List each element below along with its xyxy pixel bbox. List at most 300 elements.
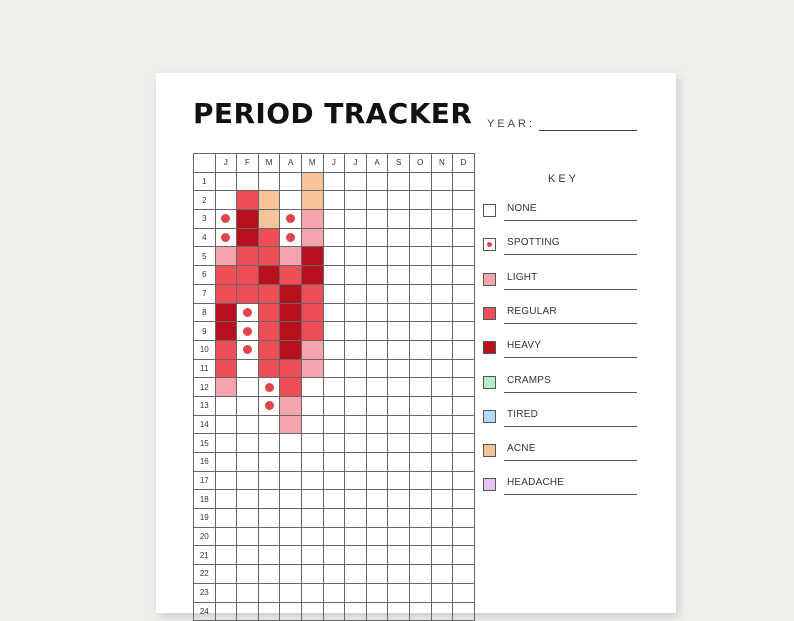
day-cell[interactable] bbox=[345, 453, 367, 472]
day-cell[interactable] bbox=[215, 210, 237, 229]
day-cell[interactable] bbox=[258, 471, 280, 490]
day-cell[interactable] bbox=[301, 471, 323, 490]
day-cell[interactable] bbox=[215, 565, 237, 584]
day-cell[interactable] bbox=[409, 415, 431, 434]
day-cell[interactable] bbox=[366, 509, 388, 528]
day-cell[interactable] bbox=[323, 322, 345, 341]
day-cell[interactable] bbox=[431, 266, 453, 285]
day-cell[interactable] bbox=[323, 247, 345, 266]
day-cell[interactable] bbox=[409, 322, 431, 341]
day-cell[interactable] bbox=[431, 303, 453, 322]
day-cell[interactable] bbox=[280, 172, 302, 191]
day-cell[interactable] bbox=[388, 359, 410, 378]
day-cell[interactable] bbox=[280, 490, 302, 509]
day-cell[interactable] bbox=[345, 415, 367, 434]
day-cell[interactable] bbox=[258, 453, 280, 472]
day-cell[interactable] bbox=[388, 247, 410, 266]
day-cell[interactable] bbox=[453, 527, 475, 546]
day-cell[interactable] bbox=[409, 565, 431, 584]
day-cell[interactable] bbox=[409, 490, 431, 509]
day-cell[interactable] bbox=[345, 210, 367, 229]
day-cell[interactable] bbox=[388, 602, 410, 621]
day-cell[interactable] bbox=[215, 527, 237, 546]
day-cell[interactable] bbox=[215, 340, 237, 359]
day-cell[interactable] bbox=[258, 527, 280, 546]
day-cell[interactable] bbox=[409, 527, 431, 546]
day-cell[interactable] bbox=[215, 172, 237, 191]
day-cell[interactable] bbox=[237, 322, 259, 341]
day-cell[interactable] bbox=[366, 602, 388, 621]
day-cell[interactable] bbox=[431, 322, 453, 341]
key-item-spotting bbox=[483, 237, 637, 263]
day-cell[interactable] bbox=[453, 191, 475, 210]
day-cell[interactable] bbox=[453, 303, 475, 322]
day-cell[interactable] bbox=[366, 359, 388, 378]
day-cell[interactable] bbox=[409, 396, 431, 415]
day-cell[interactable] bbox=[301, 284, 323, 303]
day-cell[interactable] bbox=[366, 247, 388, 266]
day-cell[interactable] bbox=[388, 228, 410, 247]
day-cell[interactable] bbox=[366, 583, 388, 602]
day-cell[interactable] bbox=[366, 415, 388, 434]
day-cell[interactable] bbox=[345, 602, 367, 621]
day-cell[interactable] bbox=[453, 453, 475, 472]
day-cell[interactable] bbox=[237, 378, 259, 397]
day-cell[interactable] bbox=[323, 527, 345, 546]
day-cell[interactable] bbox=[345, 284, 367, 303]
day-cell[interactable] bbox=[388, 434, 410, 453]
day-cell[interactable] bbox=[323, 509, 345, 528]
day-cell[interactable] bbox=[431, 602, 453, 621]
day-cell[interactable] bbox=[237, 583, 259, 602]
day-cell[interactable] bbox=[345, 322, 367, 341]
day-cell[interactable] bbox=[453, 228, 475, 247]
day-row bbox=[194, 284, 475, 303]
day-cell[interactable] bbox=[345, 266, 367, 285]
day-cell[interactable] bbox=[215, 415, 237, 434]
day-cell[interactable] bbox=[409, 340, 431, 359]
day-cell[interactable] bbox=[258, 546, 280, 565]
day-cell[interactable] bbox=[453, 340, 475, 359]
day-cell[interactable] bbox=[323, 602, 345, 621]
day-cell[interactable] bbox=[453, 378, 475, 397]
day-cell[interactable] bbox=[388, 378, 410, 397]
day-cell[interactable] bbox=[258, 378, 280, 397]
day-cell[interactable] bbox=[366, 434, 388, 453]
day-cell[interactable] bbox=[388, 490, 410, 509]
day-cell[interactable] bbox=[301, 509, 323, 528]
day-cell[interactable] bbox=[366, 490, 388, 509]
day-cell[interactable] bbox=[280, 602, 302, 621]
spotting-dot-icon bbox=[221, 233, 230, 242]
day-cell[interactable] bbox=[301, 210, 323, 229]
day-cell[interactable] bbox=[323, 172, 345, 191]
day-cell[interactable] bbox=[345, 546, 367, 565]
day-cell[interactable] bbox=[366, 284, 388, 303]
day-cell[interactable] bbox=[237, 284, 259, 303]
day-cell[interactable] bbox=[237, 172, 259, 191]
day-cell[interactable] bbox=[258, 340, 280, 359]
day-cell[interactable] bbox=[345, 471, 367, 490]
year-input-line[interactable] bbox=[539, 130, 637, 131]
day-cell[interactable] bbox=[345, 490, 367, 509]
day-cell[interactable] bbox=[215, 228, 237, 247]
day-cell[interactable] bbox=[215, 453, 237, 472]
day-cell[interactable] bbox=[280, 453, 302, 472]
day-cell[interactable] bbox=[258, 210, 280, 229]
day-cell[interactable] bbox=[237, 210, 259, 229]
day-cell[interactable] bbox=[388, 471, 410, 490]
day-cell[interactable] bbox=[366, 340, 388, 359]
day-cell[interactable] bbox=[388, 172, 410, 191]
day-cell[interactable] bbox=[453, 210, 475, 229]
day-cell[interactable] bbox=[345, 359, 367, 378]
day-cell[interactable] bbox=[388, 191, 410, 210]
day-cell[interactable] bbox=[237, 247, 259, 266]
day-cell[interactable] bbox=[431, 172, 453, 191]
day-cell[interactable] bbox=[215, 583, 237, 602]
day-cell[interactable] bbox=[323, 266, 345, 285]
day-cell[interactable] bbox=[215, 471, 237, 490]
day-cell[interactable] bbox=[258, 322, 280, 341]
day-cell[interactable] bbox=[409, 359, 431, 378]
day-cell[interactable] bbox=[323, 340, 345, 359]
day-cell[interactable] bbox=[237, 565, 259, 584]
day-cell[interactable] bbox=[237, 191, 259, 210]
day-cell[interactable] bbox=[431, 340, 453, 359]
day-cell[interactable] bbox=[301, 583, 323, 602]
day-cell[interactable] bbox=[388, 340, 410, 359]
day-cell[interactable] bbox=[345, 191, 367, 210]
day-cell[interactable] bbox=[431, 471, 453, 490]
day-cell[interactable] bbox=[431, 583, 453, 602]
day-cell[interactable] bbox=[453, 602, 475, 621]
day-cell[interactable] bbox=[323, 471, 345, 490]
day-cell[interactable] bbox=[431, 453, 453, 472]
day-cell[interactable] bbox=[301, 378, 323, 397]
day-cell[interactable] bbox=[280, 340, 302, 359]
day-cell[interactable] bbox=[280, 228, 302, 247]
day-cell[interactable] bbox=[409, 434, 431, 453]
day-cell[interactable] bbox=[409, 453, 431, 472]
day-cell[interactable] bbox=[215, 191, 237, 210]
day-cell[interactable] bbox=[301, 565, 323, 584]
day-cell[interactable] bbox=[388, 266, 410, 285]
day-cell[interactable] bbox=[409, 303, 431, 322]
day-cell[interactable] bbox=[345, 434, 367, 453]
day-cell[interactable] bbox=[431, 565, 453, 584]
day-cell[interactable] bbox=[388, 509, 410, 528]
day-cell[interactable] bbox=[301, 322, 323, 341]
day-cell[interactable] bbox=[323, 434, 345, 453]
day-cell[interactable] bbox=[258, 415, 280, 434]
day-cell[interactable] bbox=[345, 565, 367, 584]
day-cell[interactable] bbox=[453, 247, 475, 266]
day-cell[interactable] bbox=[237, 453, 259, 472]
day-cell[interactable] bbox=[258, 583, 280, 602]
day-cell[interactable] bbox=[388, 527, 410, 546]
day-cell[interactable] bbox=[431, 396, 453, 415]
day-cell[interactable] bbox=[345, 509, 367, 528]
day-cell[interactable] bbox=[409, 210, 431, 229]
day-cell[interactable] bbox=[301, 602, 323, 621]
day-cell[interactable] bbox=[280, 359, 302, 378]
day-cell[interactable] bbox=[323, 396, 345, 415]
day-cell[interactable] bbox=[453, 509, 475, 528]
month-header: N bbox=[431, 154, 453, 173]
day-cell[interactable] bbox=[258, 284, 280, 303]
day-cell[interactable] bbox=[258, 434, 280, 453]
day-cell[interactable] bbox=[366, 527, 388, 546]
day-cell[interactable] bbox=[301, 303, 323, 322]
day-cell[interactable] bbox=[453, 359, 475, 378]
day-cell[interactable] bbox=[215, 322, 237, 341]
day-cell[interactable] bbox=[366, 396, 388, 415]
day-cell[interactable] bbox=[409, 284, 431, 303]
day-label: 1 bbox=[194, 172, 216, 191]
day-cell[interactable] bbox=[345, 228, 367, 247]
day-cell[interactable] bbox=[258, 247, 280, 266]
day-cell[interactable] bbox=[453, 415, 475, 434]
day-cell[interactable] bbox=[301, 247, 323, 266]
day-cell[interactable] bbox=[323, 546, 345, 565]
day-cell[interactable] bbox=[431, 228, 453, 247]
day-cell[interactable] bbox=[215, 602, 237, 621]
day-cell[interactable] bbox=[409, 546, 431, 565]
day-cell[interactable] bbox=[301, 453, 323, 472]
day-cell[interactable] bbox=[366, 322, 388, 341]
day-cell[interactable] bbox=[366, 378, 388, 397]
day-cell[interactable] bbox=[388, 453, 410, 472]
day-cell[interactable] bbox=[409, 583, 431, 602]
day-cell[interactable] bbox=[388, 284, 410, 303]
day-cell[interactable] bbox=[323, 210, 345, 229]
day-cell[interactable] bbox=[345, 340, 367, 359]
day-cell[interactable] bbox=[237, 527, 259, 546]
day-row bbox=[194, 303, 475, 322]
day-cell[interactable] bbox=[323, 490, 345, 509]
day-cell[interactable] bbox=[345, 172, 367, 191]
day-cell[interactable] bbox=[237, 415, 259, 434]
day-cell[interactable] bbox=[366, 471, 388, 490]
day-cell[interactable] bbox=[301, 266, 323, 285]
day-cell[interactable] bbox=[431, 527, 453, 546]
day-cell[interactable] bbox=[237, 266, 259, 285]
day-cell[interactable] bbox=[237, 228, 259, 247]
day-cell[interactable] bbox=[258, 565, 280, 584]
day-cell[interactable] bbox=[323, 303, 345, 322]
day-cell[interactable] bbox=[215, 490, 237, 509]
day-cell[interactable] bbox=[409, 191, 431, 210]
day-cell[interactable] bbox=[453, 565, 475, 584]
day-cell[interactable] bbox=[301, 546, 323, 565]
day-cell[interactable] bbox=[388, 396, 410, 415]
day-cell[interactable] bbox=[409, 471, 431, 490]
day-cell[interactable] bbox=[237, 602, 259, 621]
day-cell[interactable] bbox=[453, 583, 475, 602]
day-cell[interactable] bbox=[258, 228, 280, 247]
day-cell[interactable] bbox=[431, 359, 453, 378]
day-cell[interactable] bbox=[366, 546, 388, 565]
day-cell[interactable] bbox=[258, 396, 280, 415]
day-cell[interactable] bbox=[366, 303, 388, 322]
day-cell[interactable] bbox=[366, 210, 388, 229]
day-cell[interactable] bbox=[280, 434, 302, 453]
day-cell[interactable] bbox=[388, 210, 410, 229]
day-cell[interactable] bbox=[345, 247, 367, 266]
day-cell[interactable] bbox=[409, 378, 431, 397]
day-cell[interactable] bbox=[301, 191, 323, 210]
day-cell[interactable] bbox=[388, 415, 410, 434]
day-cell[interactable] bbox=[301, 527, 323, 546]
day-cell[interactable] bbox=[431, 434, 453, 453]
day-cell[interactable] bbox=[345, 303, 367, 322]
day-cell[interactable] bbox=[258, 191, 280, 210]
day-cell[interactable] bbox=[388, 565, 410, 584]
day-cell[interactable] bbox=[301, 359, 323, 378]
day-cell[interactable] bbox=[366, 228, 388, 247]
day-cell[interactable] bbox=[258, 172, 280, 191]
day-cell[interactable] bbox=[409, 172, 431, 191]
day-cell[interactable] bbox=[431, 490, 453, 509]
day-cell[interactable] bbox=[280, 527, 302, 546]
day-cell[interactable] bbox=[280, 322, 302, 341]
day-cell[interactable] bbox=[323, 415, 345, 434]
spotting-swatch-icon bbox=[483, 238, 496, 251]
day-cell[interactable] bbox=[280, 210, 302, 229]
day-cell[interactable] bbox=[409, 247, 431, 266]
day-label: 7 bbox=[194, 284, 216, 303]
day-cell[interactable] bbox=[345, 378, 367, 397]
day-cell[interactable] bbox=[237, 490, 259, 509]
day-cell[interactable] bbox=[280, 191, 302, 210]
day-cell[interactable] bbox=[409, 509, 431, 528]
day-cell[interactable] bbox=[258, 303, 280, 322]
day-cell[interactable] bbox=[366, 453, 388, 472]
day-cell[interactable] bbox=[301, 415, 323, 434]
day-cell[interactable] bbox=[431, 546, 453, 565]
day-cell[interactable] bbox=[280, 415, 302, 434]
day-cell[interactable] bbox=[215, 284, 237, 303]
day-cell[interactable] bbox=[237, 396, 259, 415]
day-cell[interactable] bbox=[366, 172, 388, 191]
day-cell[interactable] bbox=[258, 490, 280, 509]
day-cell[interactable] bbox=[237, 303, 259, 322]
day-cell[interactable] bbox=[453, 322, 475, 341]
day-cell[interactable] bbox=[431, 415, 453, 434]
day-cell[interactable] bbox=[280, 396, 302, 415]
day-cell[interactable] bbox=[280, 509, 302, 528]
day-cell[interactable] bbox=[215, 378, 237, 397]
day-cell[interactable] bbox=[237, 340, 259, 359]
day-cell[interactable] bbox=[388, 583, 410, 602]
day-cell[interactable] bbox=[215, 396, 237, 415]
day-cell[interactable] bbox=[431, 247, 453, 266]
day-cell[interactable] bbox=[323, 583, 345, 602]
day-cell[interactable] bbox=[280, 247, 302, 266]
day-cell[interactable] bbox=[323, 565, 345, 584]
day-cell[interactable] bbox=[215, 303, 237, 322]
day-cell[interactable] bbox=[409, 266, 431, 285]
day-cell[interactable] bbox=[258, 266, 280, 285]
day-cell[interactable] bbox=[301, 228, 323, 247]
day-cell[interactable] bbox=[258, 602, 280, 621]
day-cell[interactable] bbox=[453, 471, 475, 490]
day-cell[interactable] bbox=[366, 266, 388, 285]
day-cell[interactable] bbox=[453, 546, 475, 565]
day-cell[interactable] bbox=[345, 583, 367, 602]
day-cell[interactable] bbox=[280, 378, 302, 397]
day-cell[interactable] bbox=[388, 322, 410, 341]
day-cell[interactable] bbox=[323, 228, 345, 247]
day-cell[interactable] bbox=[280, 565, 302, 584]
day-cell[interactable] bbox=[323, 284, 345, 303]
day-cell[interactable] bbox=[301, 172, 323, 191]
day-cell[interactable] bbox=[280, 546, 302, 565]
day-cell[interactable] bbox=[237, 359, 259, 378]
day-cell[interactable] bbox=[388, 546, 410, 565]
day-cell[interactable] bbox=[237, 434, 259, 453]
day-cell[interactable] bbox=[280, 471, 302, 490]
day-cell[interactable] bbox=[301, 490, 323, 509]
day-cell[interactable] bbox=[453, 266, 475, 285]
day-cell[interactable] bbox=[323, 378, 345, 397]
day-cell[interactable] bbox=[280, 583, 302, 602]
day-cell[interactable] bbox=[366, 565, 388, 584]
day-cell[interactable] bbox=[388, 303, 410, 322]
day-cell[interactable] bbox=[237, 471, 259, 490]
none-swatch-icon bbox=[483, 204, 496, 217]
day-cell[interactable] bbox=[280, 284, 302, 303]
day-cell[interactable] bbox=[215, 247, 237, 266]
day-cell[interactable] bbox=[215, 434, 237, 453]
day-cell[interactable] bbox=[453, 396, 475, 415]
day-cell[interactable] bbox=[409, 602, 431, 621]
day-cell[interactable] bbox=[215, 509, 237, 528]
day-cell[interactable] bbox=[280, 266, 302, 285]
day-cell[interactable] bbox=[453, 490, 475, 509]
day-cell[interactable] bbox=[237, 546, 259, 565]
day-cell[interactable] bbox=[301, 340, 323, 359]
day-cell[interactable] bbox=[323, 359, 345, 378]
day-row bbox=[194, 340, 475, 359]
day-cell[interactable] bbox=[215, 359, 237, 378]
day-cell[interactable] bbox=[453, 172, 475, 191]
day-cell[interactable] bbox=[345, 396, 367, 415]
day-cell[interactable] bbox=[431, 284, 453, 303]
day-cell[interactable] bbox=[431, 509, 453, 528]
day-cell[interactable] bbox=[301, 396, 323, 415]
day-cell[interactable] bbox=[431, 378, 453, 397]
day-cell[interactable] bbox=[215, 546, 237, 565]
day-cell[interactable] bbox=[215, 266, 237, 285]
day-cell[interactable] bbox=[323, 453, 345, 472]
day-cell[interactable] bbox=[258, 509, 280, 528]
key-label: HEAVY bbox=[507, 340, 542, 352]
day-cell[interactable] bbox=[280, 303, 302, 322]
day-cell[interactable] bbox=[258, 359, 280, 378]
day-cell[interactable] bbox=[366, 191, 388, 210]
day-cell[interactable] bbox=[345, 527, 367, 546]
day-cell[interactable] bbox=[409, 228, 431, 247]
day-cell[interactable] bbox=[237, 509, 259, 528]
day-cell[interactable] bbox=[301, 434, 323, 453]
day-cell[interactable] bbox=[431, 191, 453, 210]
day-cell[interactable] bbox=[453, 284, 475, 303]
day-cell[interactable] bbox=[323, 191, 345, 210]
day-cell[interactable] bbox=[453, 434, 475, 453]
day-cell[interactable] bbox=[431, 210, 453, 229]
